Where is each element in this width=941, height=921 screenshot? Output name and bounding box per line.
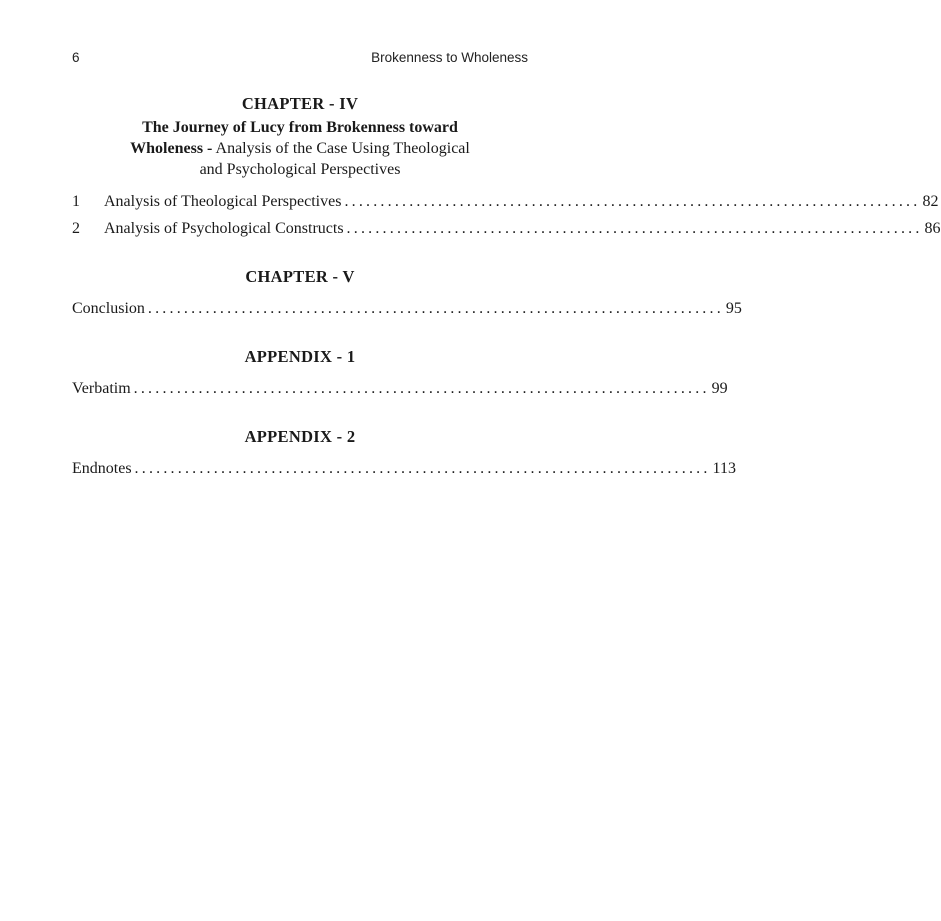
appendix-2-heading: APPENDIX - 2 [244, 427, 356, 446]
chapter-4-heading: CHAPTER - IV [241, 94, 359, 113]
chapter-4-subtitle [72, 117, 528, 180]
toc-entry-title: Conclusion [72, 300, 145, 317]
appendix-1-heading: APPENDIX - 1 [244, 347, 356, 366]
page-header [72, 50, 528, 70]
running-title: Brokenness to Wholeness [371, 50, 528, 65]
toc-entry-number: 2 [72, 220, 80, 237]
toc-entry-title: Verbatim [72, 380, 131, 397]
toc-entry-number: 1 [72, 193, 80, 210]
chapter-5-heading: CHAPTER - V [245, 267, 355, 286]
toc-entry-page: 95 [725, 300, 742, 317]
chapter-4-subtitle-line2 [72, 138, 528, 159]
toc-entry-title: Analysis of Theological Perspectives [104, 193, 342, 210]
chapter-4-subtitle-bold: Wholeness - [130, 140, 213, 157]
toc-entry-title: Endnotes [72, 460, 132, 477]
chapter-4-subtitle-rest: Analysis of the Case Using Theological [212, 140, 470, 157]
toc-leader-dots: ................................................................................ [346, 220, 923, 237]
page-number: 6 [72, 50, 80, 65]
toc-entry-page: 113 [712, 460, 736, 477]
table-of-contents [72, 94, 941, 482]
toc-entry[interactable] [72, 188, 939, 215]
toc-leader-dots: ................................................................................ [134, 460, 711, 477]
toc-entry-page: 86 [924, 220, 941, 237]
chapter-4-subtitle-line3: and Psychological Perspectives [199, 161, 401, 178]
toc-entry[interactable] [72, 455, 736, 482]
toc-entry[interactable] [72, 375, 728, 402]
toc-leader-dots: ................................................................................ [147, 300, 724, 317]
toc-leader-dots: ................................................................................ [344, 193, 921, 210]
toc-entry-page: 99 [711, 380, 728, 397]
toc-entry-title: Analysis of Psychological Constructs [104, 220, 344, 237]
toc-entry-page: 82 [922, 193, 939, 210]
toc-entry[interactable] [72, 295, 742, 322]
chapter-4-subtitle-line1: The Journey of Lucy from Brokenness toward [142, 119, 458, 136]
toc-entry[interactable] [72, 215, 941, 242]
toc-leader-dots: ................................................................................ [133, 380, 710, 397]
